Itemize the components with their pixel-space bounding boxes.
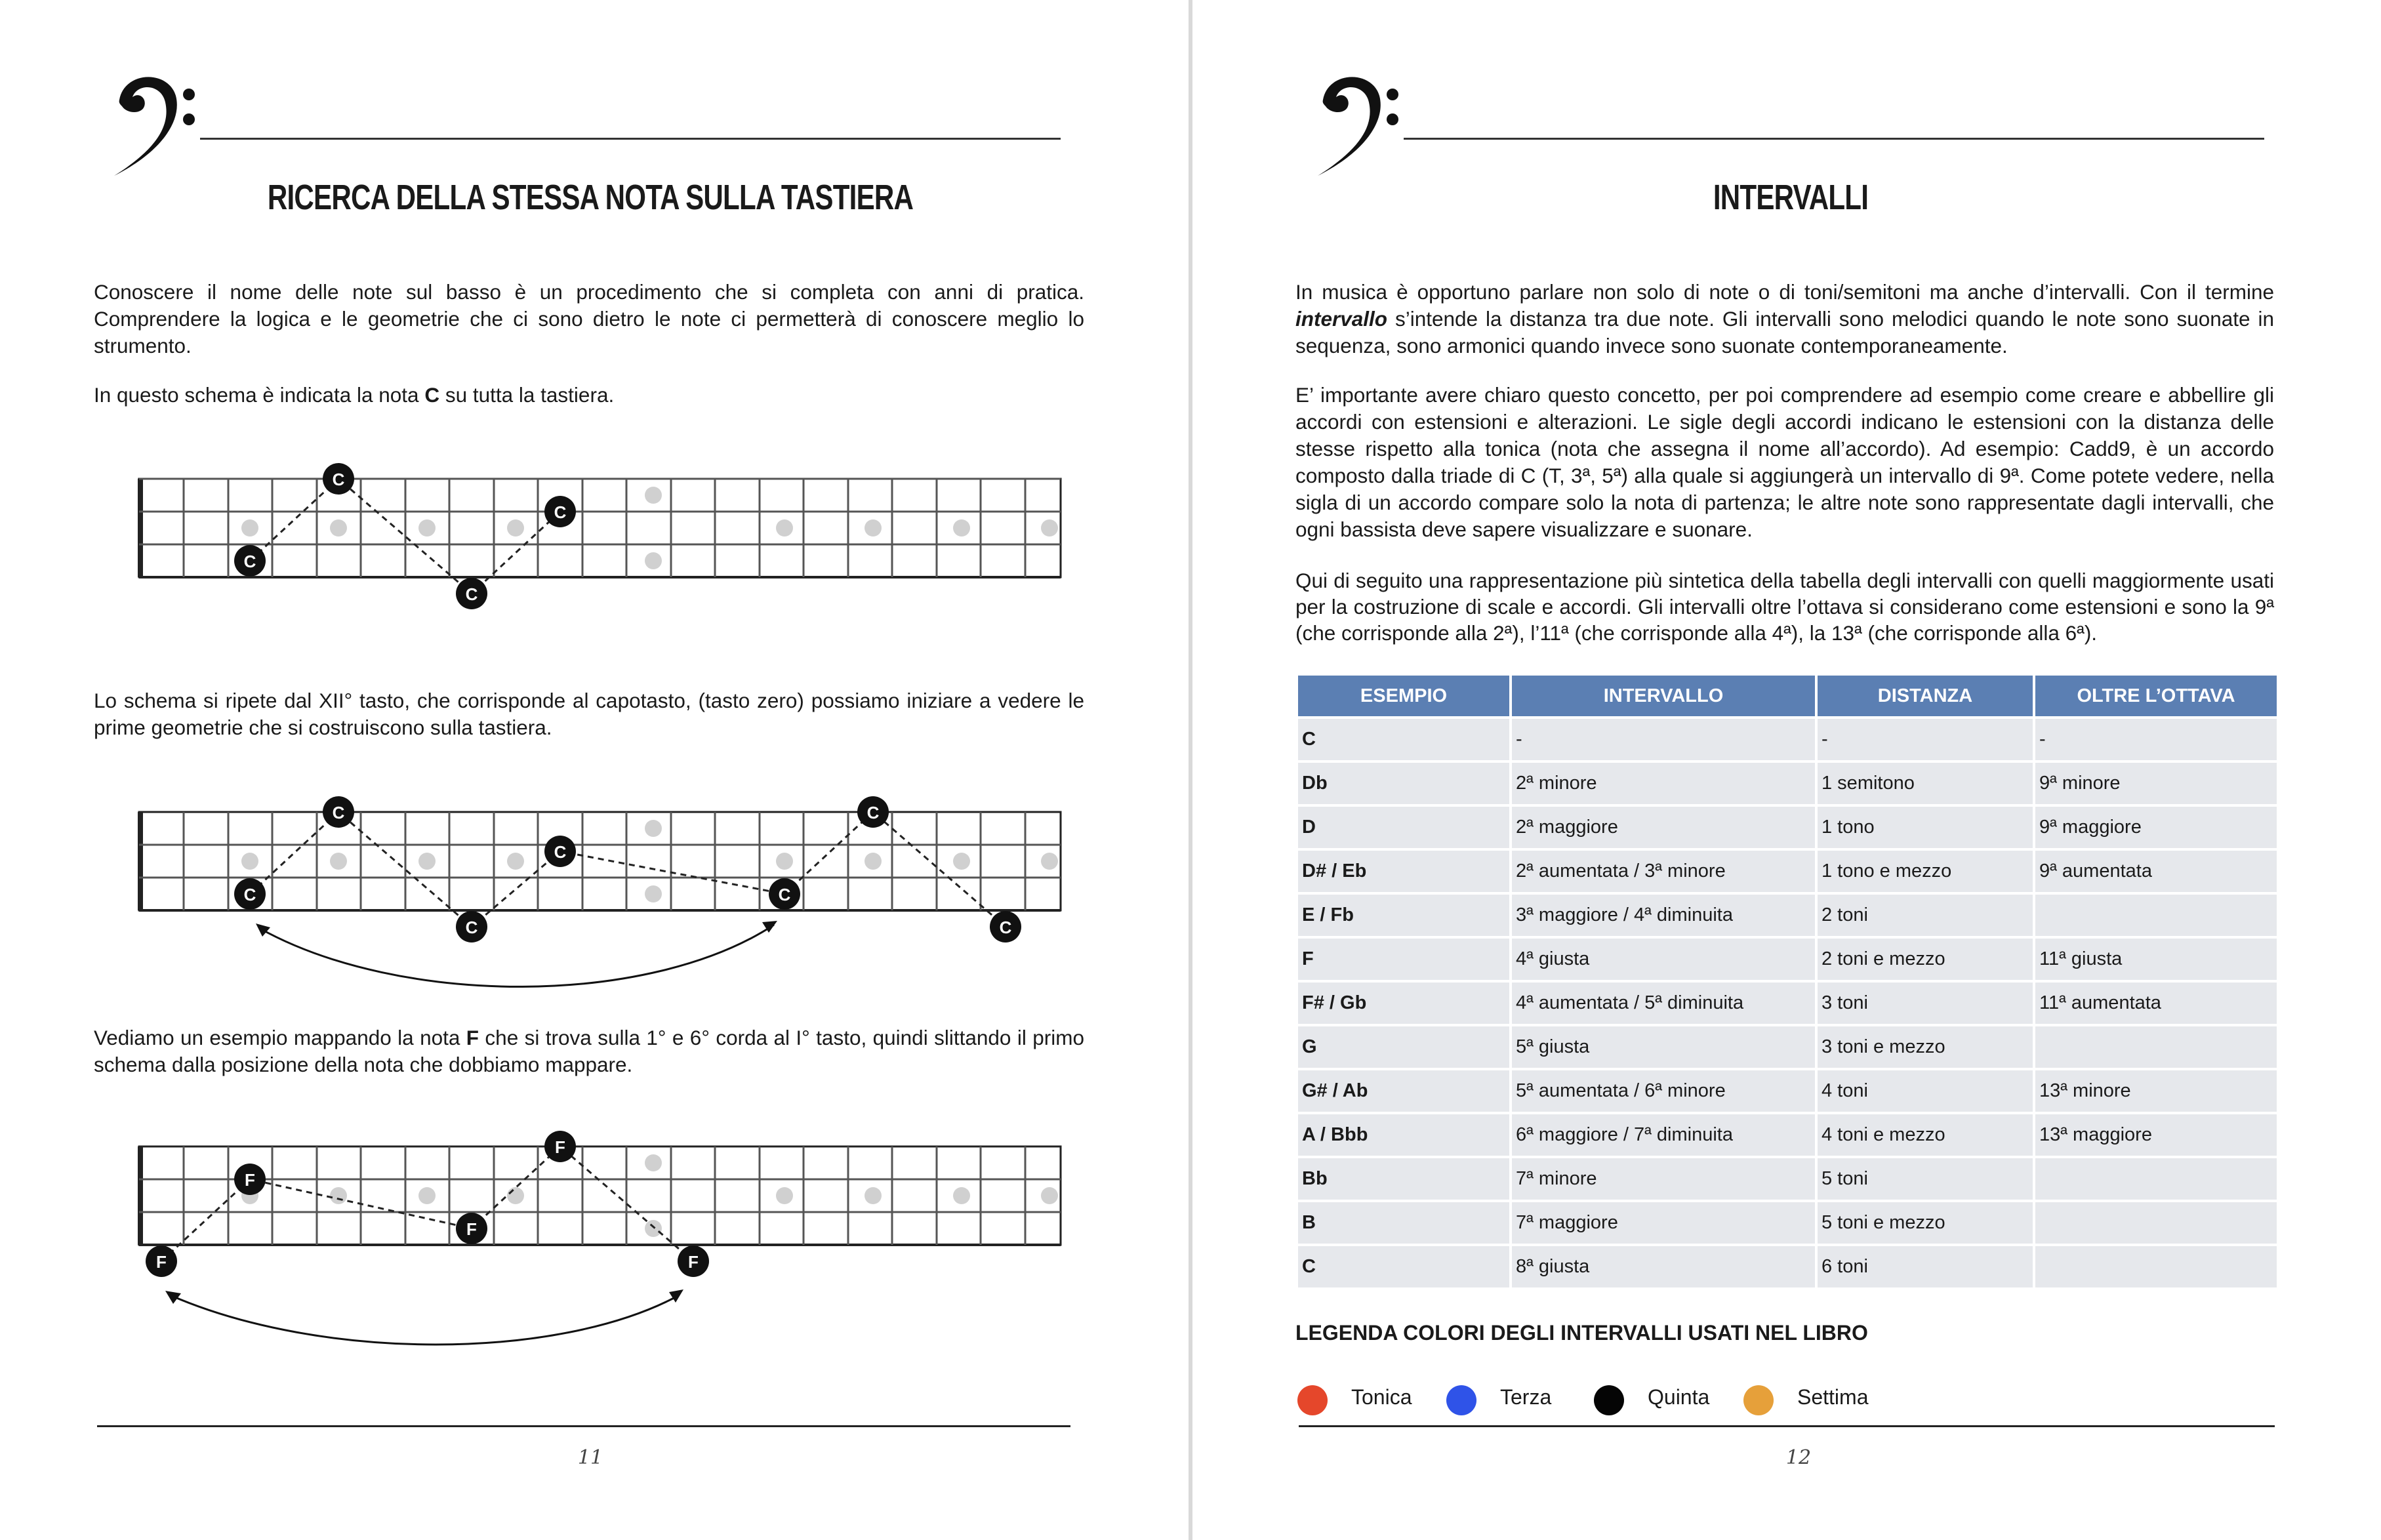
legend-swatch: [1594, 1385, 1624, 1415]
note-label: C: [554, 842, 567, 862]
note-label: F: [688, 1252, 699, 1272]
table-cell: 13ª maggiore: [2035, 1114, 2277, 1158]
table-cell: 7ª minore: [1512, 1158, 1815, 1202]
table-cell: 11ª giusta: [2035, 939, 2277, 983]
fretboard-grid: [138, 812, 1061, 910]
note-label: C: [778, 885, 791, 904]
table-cell: [2035, 1246, 2277, 1290]
table-row: [1298, 763, 2277, 807]
table-row: [1298, 1070, 2277, 1114]
bass-clef-icon: [105, 66, 203, 190]
table-cell: -: [1818, 719, 2033, 763]
table-cell: 9ª minore: [2035, 763, 2277, 807]
header-rule: [200, 138, 1061, 140]
table-row: [1298, 983, 2277, 1026]
column-header-interval: INTERVALLO: [1512, 676, 1815, 719]
fretboard-diagram-c: [125, 453, 1082, 623]
table-cell: 13ª minore: [2035, 1070, 2277, 1114]
column-header-example: ESEMPIO: [1298, 676, 1509, 719]
table-cell: 2 toni: [1818, 895, 2033, 939]
octave-arrow: [259, 925, 774, 986]
table-cell: G: [1298, 1026, 1509, 1070]
octave-arrow: [171, 1295, 679, 1345]
scheme-sentence-suffix: su tutta la tastiera.: [439, 383, 615, 407]
legend-label: Quinta: [1648, 1385, 1710, 1409]
note-label: C: [243, 552, 256, 571]
table-cell: 8ª giusta: [1512, 1246, 1815, 1290]
table-cell: [2035, 1202, 2277, 1246]
column-header-beyond-octave: OLTRE L’OTTAVA: [2035, 676, 2277, 719]
table-cell: [2035, 1158, 2277, 1202]
fretboard-diagram-f: [125, 1115, 1082, 1351]
page-divider: [1189, 0, 1192, 1540]
table-cell: G# / Ab: [1298, 1070, 1509, 1114]
table-cell: B: [1298, 1202, 1509, 1246]
fret-markers: [241, 487, 1058, 569]
legend-label: Settima: [1797, 1385, 1869, 1409]
table-cell: 5 toni: [1818, 1158, 2033, 1202]
repeat-paragraph: Lo schema si ripete dal XII° tasto, che corrisponde al capotasto, (tasto zero) possiamo iniziare a vedere le prime geometrie che si costruiscono sulla tastiera.: [94, 689, 1084, 739]
example-suffix: che si trova sulla 1° e 6° corda al I° tasto, quindi slittando il primo schema dalla posizione della nota che dobbiamo mappare.: [94, 1026, 1084, 1076]
header-rule: [1404, 138, 2264, 140]
table-cell: C: [1298, 719, 1509, 763]
fretboard-grid: [138, 479, 1061, 577]
table-row: [1298, 1202, 2277, 1246]
paragraph-table-intro: Qui di seguito una rappresentazione più sintetica della tabella degli intervalli con quelli maggiormente usati per la costruzione di scale e accordi. Gli intervalli oltre l’ottava si considerano come estensioni e sono la 9ª (che corrisponde alla 2ª), l’11ª (che corrisponde alla 4ª), la 13ª (che corrisponde alla 6ª).: [1295, 569, 2274, 645]
table-cell: 1 semitono: [1818, 763, 2033, 807]
bass-clef-icon: [1309, 66, 1407, 190]
table-cell: 3 toni e mezzo: [1818, 1026, 2033, 1070]
table-cell: 9ª aumentata: [2035, 851, 2277, 895]
scheme-sentence: [94, 382, 1084, 409]
fret-markers: [241, 1154, 1058, 1237]
paragraph-chord-extensions: E’ importante avere chiaro questo concetto, per poi comprendere ad esempio come creare e abbellire gli accordi con estensioni e alterazioni. Le sigle degli accordi indicano le estensioni con la distanza delle stesse rispetto alla tonica (nota che assegna il nome all’accordo). Ad esempio: Cadd9, è un accordo composto dalla triade di C (T, 3ª, 5ª) alla quale si aggiungerà un intervallo di 9ª. Come potete vedere, nella sigla di un accordo compare solo la nota di partenza; le altre note sono rappresentate dagli intervalli, che ogni bassista deve sapere visualizzare e suonare.: [1295, 383, 2274, 541]
table-cell: 9ª maggiore: [2035, 807, 2277, 851]
table-cell: [2035, 895, 2277, 939]
table-row: [1298, 1114, 2277, 1158]
column-header-distance: DISTANZA: [1818, 676, 2033, 719]
note-label: C: [465, 584, 478, 604]
left-page: [0, 0, 1181, 1540]
table-cell: -: [2035, 719, 2277, 763]
scheme-sentence-prefix: In questo schema è indicata la nota: [94, 383, 425, 407]
table-cell: 4ª aumentata / 5ª diminuita: [1512, 983, 1815, 1026]
example-prefix: Vediamo un esempio mappando la nota: [94, 1026, 466, 1049]
table-cell: 6 toni: [1818, 1246, 2033, 1290]
table-cell: C: [1298, 1246, 1509, 1290]
table-row: [1298, 895, 2277, 939]
note-label: F: [156, 1252, 167, 1272]
table-cell: 2ª aumentata / 3ª minore: [1512, 851, 1815, 895]
interval-table: [1295, 676, 2279, 1290]
page-number: 12: [1785, 1446, 1812, 1469]
footer-rule: [97, 1425, 1070, 1427]
p1-suffix: s’intende la distanza tra due note. Gli intervalli sono melodici quando le note sono suonate in sequenza, sono armonici quando invece sono suonate contemporaneamente.: [1295, 307, 2274, 357]
note-markers: [234, 796, 1021, 942]
right-page: [1200, 0, 2381, 1540]
table-cell: 1 tono: [1818, 807, 2033, 851]
table-cell: -: [1512, 719, 1815, 763]
example-paragraph: [94, 1024, 1084, 1078]
table-cell: 5 toni e mezzo: [1818, 1202, 2033, 1246]
page-number: 11: [577, 1446, 603, 1469]
table-cell: 5ª giusta: [1512, 1026, 1815, 1070]
legend-swatch: [1743, 1385, 1774, 1415]
legend-swatch: [1446, 1385, 1476, 1415]
table-header-row: [1298, 676, 2277, 719]
legend-title: LEGENDA COLORI DEGLI INTERVALLI USATI NEL LIBRO: [1295, 1321, 1868, 1345]
table-cell: 11ª aumentata: [2035, 983, 2277, 1026]
legend-swatch: [1297, 1385, 1328, 1415]
page-title: RICERCA DELLA STESSA NOTA SULLA TASTIERA: [267, 178, 914, 217]
p1-prefix: In musica è opportuno parlare non solo di note o di toni/semitoni ma anche d’intervalli. Con il termine: [1295, 280, 2274, 304]
table-cell: D: [1298, 807, 1509, 851]
table-cell: 2ª minore: [1512, 763, 1815, 807]
table-cell: E / Fb: [1298, 895, 1509, 939]
note-label: C: [243, 885, 256, 904]
legend-label: Terza: [1500, 1385, 1552, 1409]
table-cell: 6ª maggiore / 7ª diminuita: [1512, 1114, 1815, 1158]
table-cell: Db: [1298, 763, 1509, 807]
intro-paragraph: Conoscere il nome delle note sul basso è un procedimento che si completa con anni di pratica. Comprendere la logica e le geometrie che ci sono dietro le note ci permetterà di conoscere meglio lo strumento.: [94, 280, 1084, 357]
table-cell: F# / Gb: [1298, 983, 1509, 1026]
table-cell: 4ª giusta: [1512, 939, 1815, 983]
table-row: [1298, 939, 2277, 983]
example-note: F: [466, 1026, 479, 1049]
table-cell: 3 toni: [1818, 983, 2033, 1026]
paragraph-intervals-definition: [1295, 279, 2274, 359]
table-row: [1298, 851, 2277, 895]
table-cell: 2ª maggiore: [1512, 807, 1815, 851]
table-row: [1298, 1246, 2277, 1290]
table-row: [1298, 807, 2277, 851]
note-label: C: [554, 502, 567, 522]
note-label: C: [465, 918, 478, 937]
table-cell: 4 toni e mezzo: [1818, 1114, 2033, 1158]
table-cell: 4 toni: [1818, 1070, 2033, 1114]
table-cell: F: [1298, 939, 1509, 983]
table-cell: 5ª aumentata / 6ª minore: [1512, 1070, 1815, 1114]
note-label: F: [555, 1137, 565, 1157]
footer-rule: [1299, 1425, 2275, 1427]
table-cell: 7ª maggiore: [1512, 1202, 1815, 1246]
table-cell: D# / Eb: [1298, 851, 1509, 895]
table-row: [1298, 1026, 2277, 1070]
note-label: C: [999, 918, 1012, 937]
p1-term: intervallo: [1295, 307, 1388, 331]
table-cell: A / Bbb: [1298, 1114, 1509, 1158]
table-cell: 3ª maggiore / 4ª diminuita: [1512, 895, 1815, 939]
table-cell: [2035, 1026, 2277, 1070]
note-label: C: [332, 803, 345, 822]
table-row: [1298, 719, 2277, 763]
scheme-note: C: [424, 383, 440, 407]
legend-label: Tonica: [1351, 1385, 1412, 1409]
note-label: C: [866, 803, 880, 822]
note-label: C: [332, 470, 345, 489]
fret-markers: [241, 820, 1058, 902]
table-cell: Bb: [1298, 1158, 1509, 1202]
fretboard-diagram-c-repeat: [125, 780, 1082, 1003]
note-label: F: [245, 1170, 255, 1190]
table-cell: 2 toni e mezzo: [1818, 939, 2033, 983]
table-cell: 1 tono e mezzo: [1818, 851, 2033, 895]
note-label: F: [466, 1219, 477, 1239]
fretboard-grid: [138, 1146, 1061, 1245]
page-title: INTERVALLI: [1713, 178, 1869, 217]
table-row: [1298, 1158, 2277, 1202]
